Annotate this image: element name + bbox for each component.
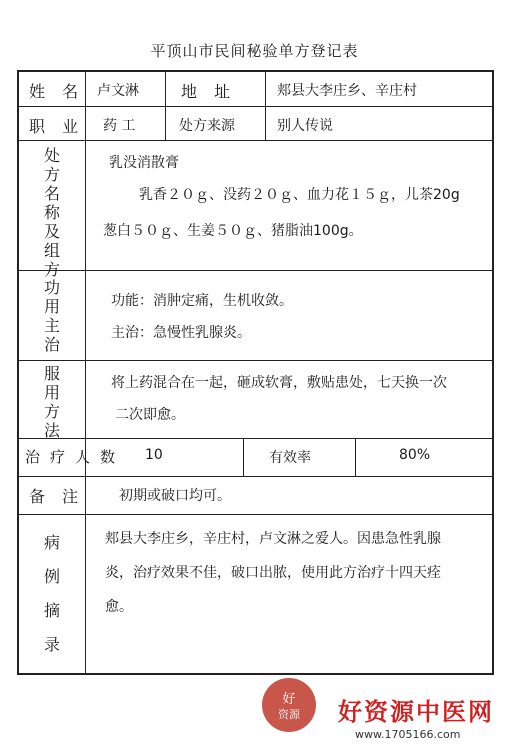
cell-divider bbox=[265, 72, 266, 140]
cell-divider bbox=[355, 438, 356, 476]
remarks-label: 备 注 bbox=[29, 487, 85, 506]
site-logo-icon bbox=[262, 678, 316, 732]
efficacy-value: 80% bbox=[399, 447, 431, 463]
registration-form-table bbox=[17, 70, 494, 675]
usage-line-1: 将上药混合在一起，砸成软膏，敷贴患处，七天换一次 bbox=[111, 375, 447, 391]
function-label: 功用主治 bbox=[43, 278, 60, 354]
case-line-1: 郏县大李庄乡，辛庄村，卢文淋之爱人。因患急性乳腺 bbox=[105, 531, 441, 547]
row-divider bbox=[19, 514, 492, 515]
occupation-label: 职 业 bbox=[29, 117, 85, 136]
row-divider bbox=[19, 360, 492, 361]
row-divider bbox=[19, 270, 492, 271]
address-label: 地 址 bbox=[181, 82, 237, 101]
ingredients-line-2: 葱白５０ｇ、生姜５０ｇ、猪脂油100g。 bbox=[103, 223, 363, 239]
logo-text-sub: 资源 bbox=[278, 708, 300, 721]
name-value: 卢文淋 bbox=[97, 83, 139, 99]
ingredients-line-1: 乳香２０ｇ、没药２０ｇ、血力花１５ｇ，儿茶20g bbox=[139, 187, 460, 203]
case-label: 病例摘录 bbox=[43, 533, 60, 654]
occupation-value: 药 工 bbox=[103, 118, 136, 134]
case-line-2: 炎，治疗效果不佳，破口出脓，使用此方治疗十四天痊 bbox=[105, 565, 441, 581]
case-line-3: 愈。 bbox=[105, 599, 133, 615]
remarks-value: 初期或破口均可。 bbox=[119, 488, 231, 504]
row-divider bbox=[19, 438, 492, 439]
name-label: 姓 名 bbox=[29, 82, 85, 101]
label-column-divider bbox=[85, 72, 86, 675]
row-divider bbox=[19, 106, 492, 107]
function-text: 功能：消肿定痛，生机收敛。 bbox=[111, 293, 293, 309]
recipe-label: 处方名称及组方 bbox=[43, 146, 60, 279]
cell-divider bbox=[243, 438, 244, 476]
watermark-brand: 好资源中医网 bbox=[338, 698, 494, 726]
watermark-url: www.1705166.com bbox=[355, 728, 461, 741]
usage-line-2: 二次即愈。 bbox=[115, 407, 185, 423]
row-divider bbox=[19, 476, 492, 477]
indication-text: 主治：急慢性乳腺炎。 bbox=[111, 325, 251, 341]
source-value: 别人传说 bbox=[277, 118, 333, 134]
address-value: 郏县大李庄乡、辛庄村 bbox=[277, 83, 417, 99]
logo-text: 好 bbox=[282, 692, 296, 707]
source-label: 处方来源 bbox=[179, 118, 235, 134]
recipe-name: 乳没消散膏 bbox=[109, 155, 179, 171]
treated-count-value: 10 bbox=[145, 447, 163, 463]
efficacy-label: 有效率 bbox=[269, 450, 311, 466]
treated-count-label: 治疗人数 bbox=[25, 448, 126, 466]
cell-divider bbox=[165, 72, 166, 140]
usage-label: 服用方法 bbox=[43, 364, 60, 440]
row-divider bbox=[19, 140, 492, 141]
form-title: 平顶山市民间秘验单方登记表 bbox=[150, 42, 359, 60]
